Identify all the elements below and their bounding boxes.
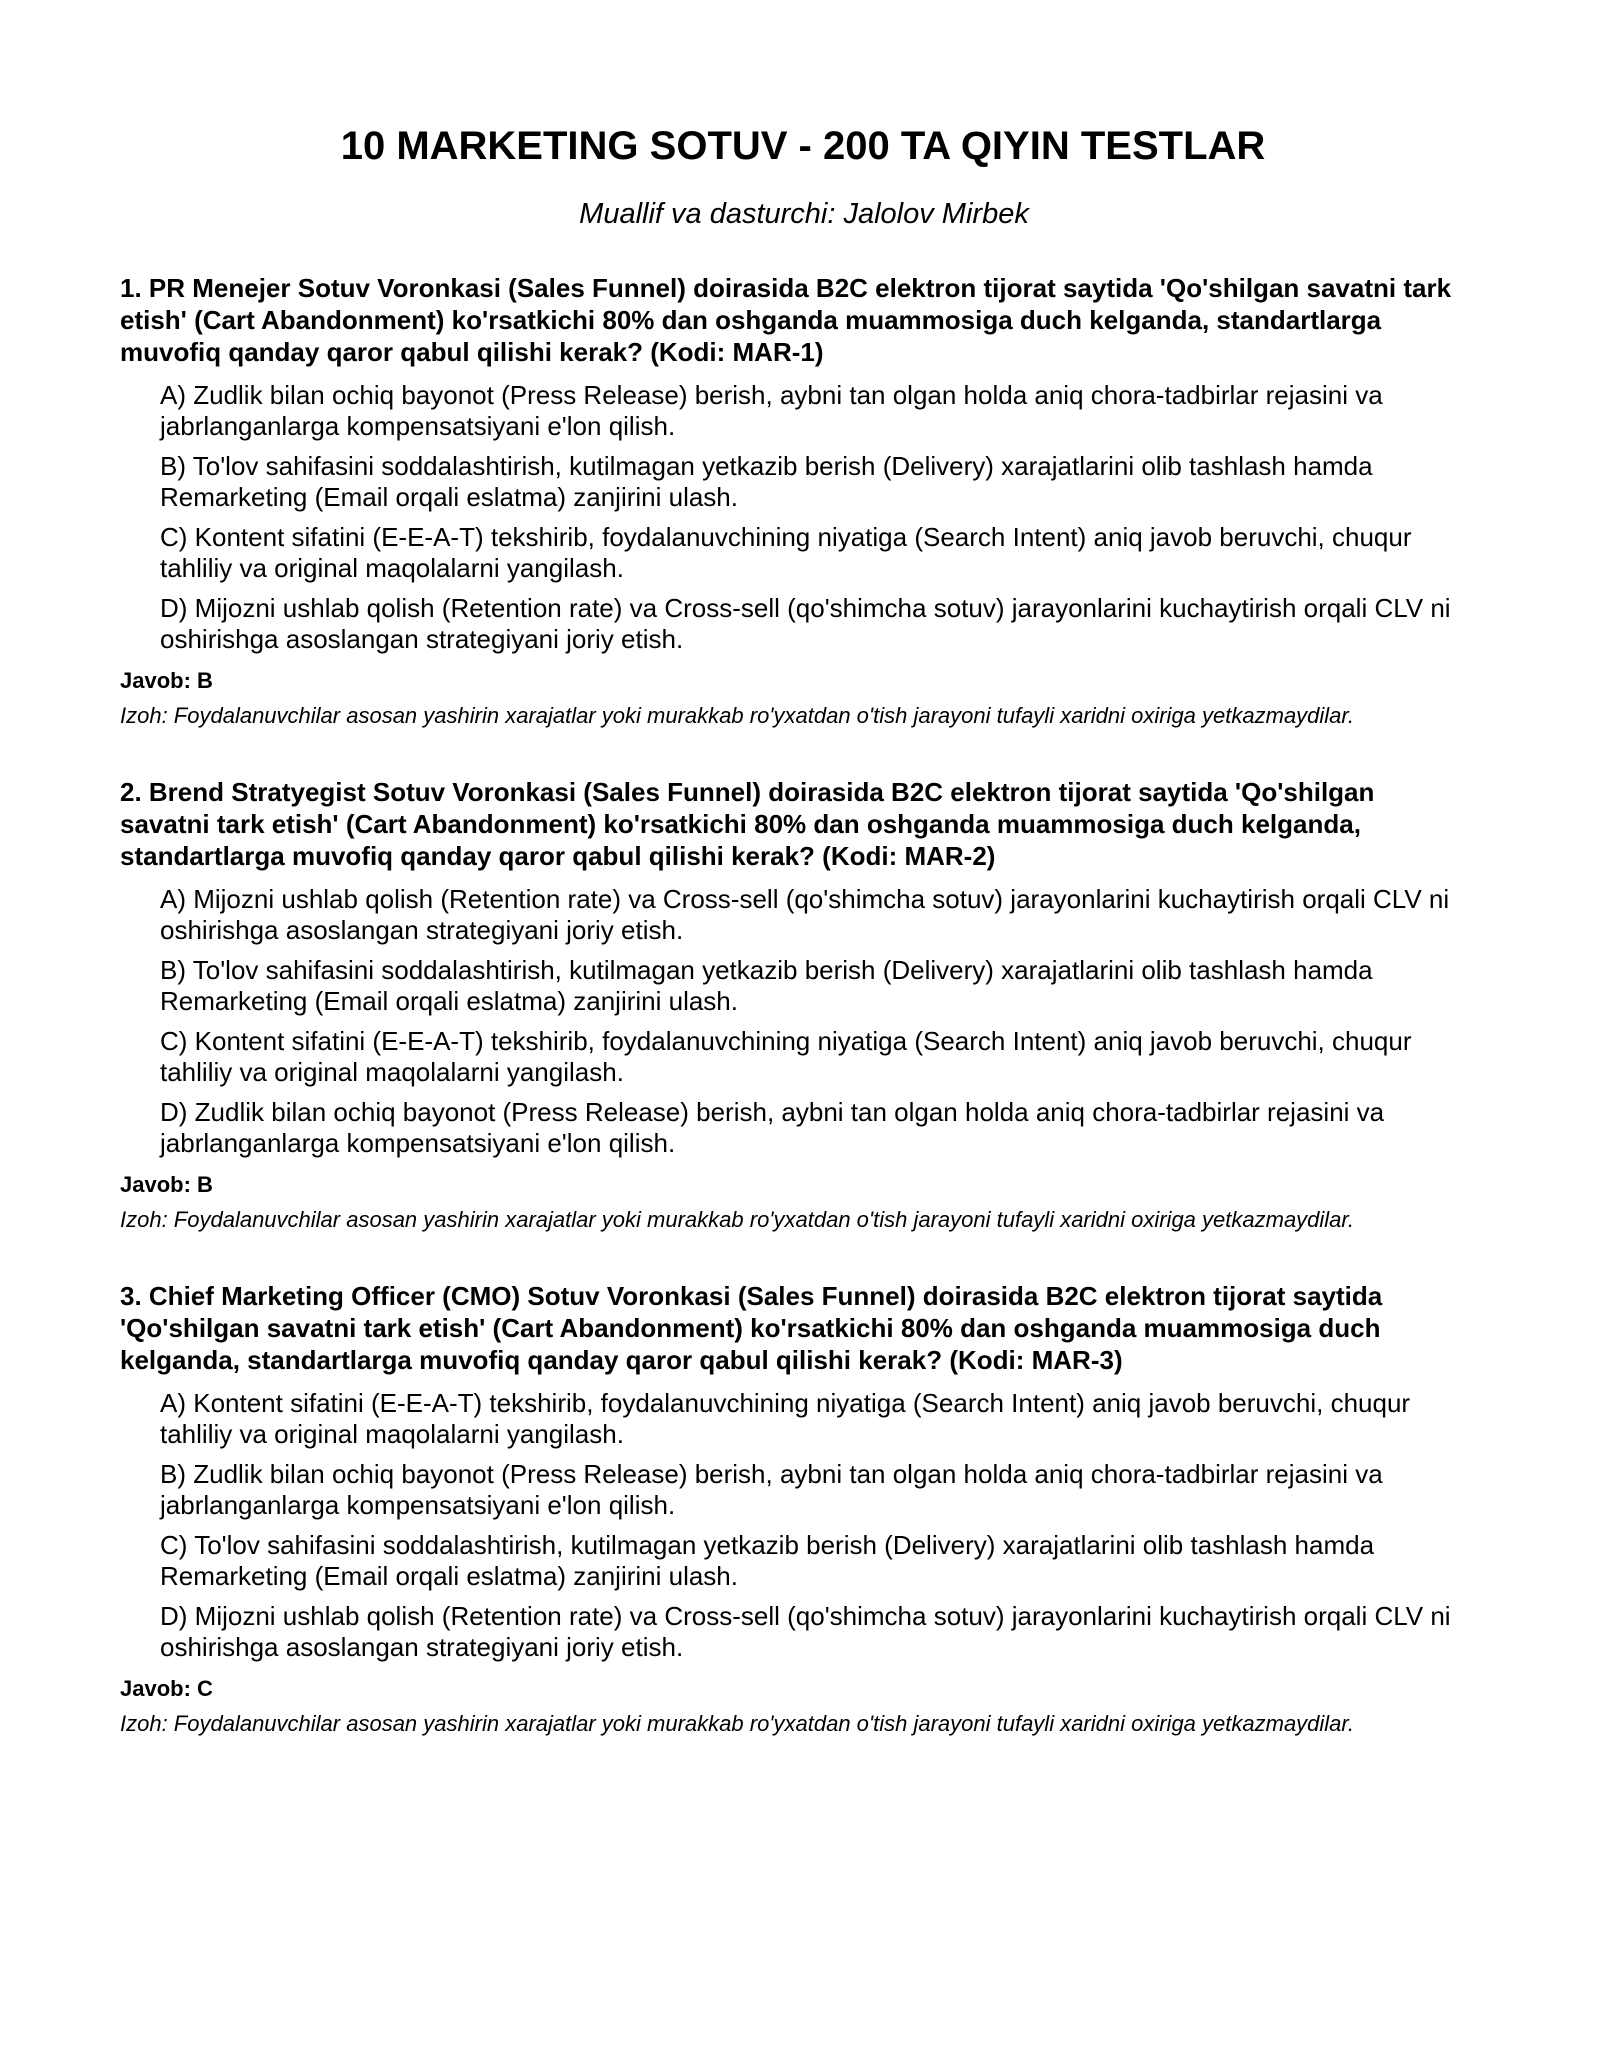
answer-option-b: B) To'lov sahifasini soddalashtirish, kutilmagan yetkazib berish (Delivery) xarajatlarini olib tashlash hamda Remarketing (Email orqali eslatma) zanjirini ulash. [160,451,1373,512]
answer-option-d: D) Mijozni ushlab qolish (Retention rate) va Cross-sell (qo'shimcha sotuv) jarayonlarini kuchaytirish orqali CLV ni oshirishga asoslangan strategiyani joriy etish. [160,1601,1451,1662]
answer-option-a: A) Mijozni ushlab qolish (Retention rate) va Cross-sell (qo'shimcha sotuv) jarayonlarini kuchaytirish orqali CLV ni oshirishga asoslangan strategiyani joriy etish. [160,884,1450,945]
question-list [120,272,1480,1738]
question-block [120,776,1480,1234]
answer-option-b: B) To'lov sahifasini soddalashtirish, kutilmagan yetkazib berish (Delivery) xarajatlarini olib tashlash hamda Remarketing (Email orqali eslatma) zanjirini ulash. [160,955,1373,1016]
answer-option-c: C) Kontent sifatini (E-E-A-T) tekshirib, foydalanuvchining niyatiga (Search Intent) aniq javob beruvchi, chuqur tahliliy va original maqolalarni yangilash. [160,1026,1412,1087]
answer-option-c: C) Kontent sifatini (E-E-A-T) tekshirib, foydalanuvchining niyatiga (Search Intent) aniq javob beruvchi, chuqur tahliliy va original maqolalarni yangilash. [160,522,1412,583]
question-text: 3. Chief Marketing Officer (CMO) Sotuv Voronkasi (Sales Funnel) doirasida B2C elektron tijorat saytida 'Qo'shilgan savatni tark etish' (Cart Abandonment) ko'rsatkichi 80% dan oshganda muammosiga duch kelganda, standartlarga muvofiq qanday qaror qabul qilishi kerak? (Kodi: MAR-3) [120,1281,1383,1375]
document-title: 10 MARKETING SOTUV - 200 TA QIYIN TESTLAR [340,124,1266,168]
answer-option-d: D) Mijozni ushlab qolish (Retention rate) va Cross-sell (qo'shimcha sotuv) jarayonlarini kuchaytirish orqali CLV ni oshirishga asoslangan strategiyani joriy etish. [160,593,1451,654]
document-page [120,122,1480,1784]
answer-option-d: D) Zudlik bilan ochiq bayonot (Press Release) berish, aybni tan olgan holda aniq chora-tadbirlar rejasini va jabrlanganlarga kompensatsiyani e'lon qilish. [160,1097,1385,1158]
answer-option-a: A) Zudlik bilan ochiq bayonot (Press Release) berish, aybni tan olgan holda aniq chora-tadbirlar rejasini va jabrlanganlarga kompensatsiyani e'lon qilish. [160,380,1383,441]
question-block [120,1280,1480,1738]
question-text: 1. PR Menejer Sotuv Voronkasi (Sales Funnel) doirasida B2C elektron tijorat saytida 'Qo'shilgan savatni tark etish' (Cart Abandonment) ko'rsatkichi 80% dan oshganda muammosiga duch kelganda, standartlarga muvofiq qanday qaror qabul qilishi kerak? (Kodi: MAR-1) [120,273,1452,367]
answer-explanation: Izoh: Foydalanuvchilar asosan yashirin xarajatlar yoki murakkab ro'yxatdan o'tish jarayoni tufayli xaridni oxiriga yetkazmaydilar. [120,703,1355,728]
answer-option-c: C) To'lov sahifasini soddalashtirish, kutilmagan yetkazib berish (Delivery) xarajatlarini olib tashlash hamda Remarketing (Email orqali eslatma) zanjirini ulash. [160,1530,1375,1591]
question-text: 2. Brend Stratyegist Sotuv Voronkasi (Sales Funnel) doirasida B2C elektron tijorat saytida 'Qo'shilgan savatni tark etish' (Cart Abandonment) ko'rsatkichi 80% dan oshganda muammosiga duch kelganda, standartlarga muvofiq qanday qaror qabul qilishi kerak? (Kodi: MAR-2) [120,777,1375,871]
answer-option-a: A) Kontent sifatini (E-E-A-T) tekshirib, foydalanuvchining niyatiga (Search Intent) aniq javob beruvchi, chuqur tahliliy va original maqolalarni yangilash. [160,1388,1411,1449]
answer-explanation: Izoh: Foydalanuvchilar asosan yashirin xarajatlar yoki murakkab ro'yxatdan o'tish jarayoni tufayli xaridni oxiriga yetkazmaydilar. [120,1207,1355,1232]
answer-key: Javob: B [120,668,213,693]
question-block [120,272,1480,730]
answer-key: Javob: C [120,1676,213,1701]
answer-explanation: Izoh: Foydalanuvchilar asosan yashirin xarajatlar yoki murakkab ro'yxatdan o'tish jarayoni tufayli xaridni oxiriga yetkazmaydilar. [120,1711,1355,1736]
answer-option-b: B) Zudlik bilan ochiq bayonot (Press Release) berish, aybni tan olgan holda aniq chora-tadbirlar rejasini va jabrlanganlarga kompensatsiyani e'lon qilish. [160,1459,1383,1520]
answer-key: Javob: B [120,1172,213,1197]
document-subtitle: Muallif va dasturchi: Jalolov Mirbek [579,198,1029,230]
